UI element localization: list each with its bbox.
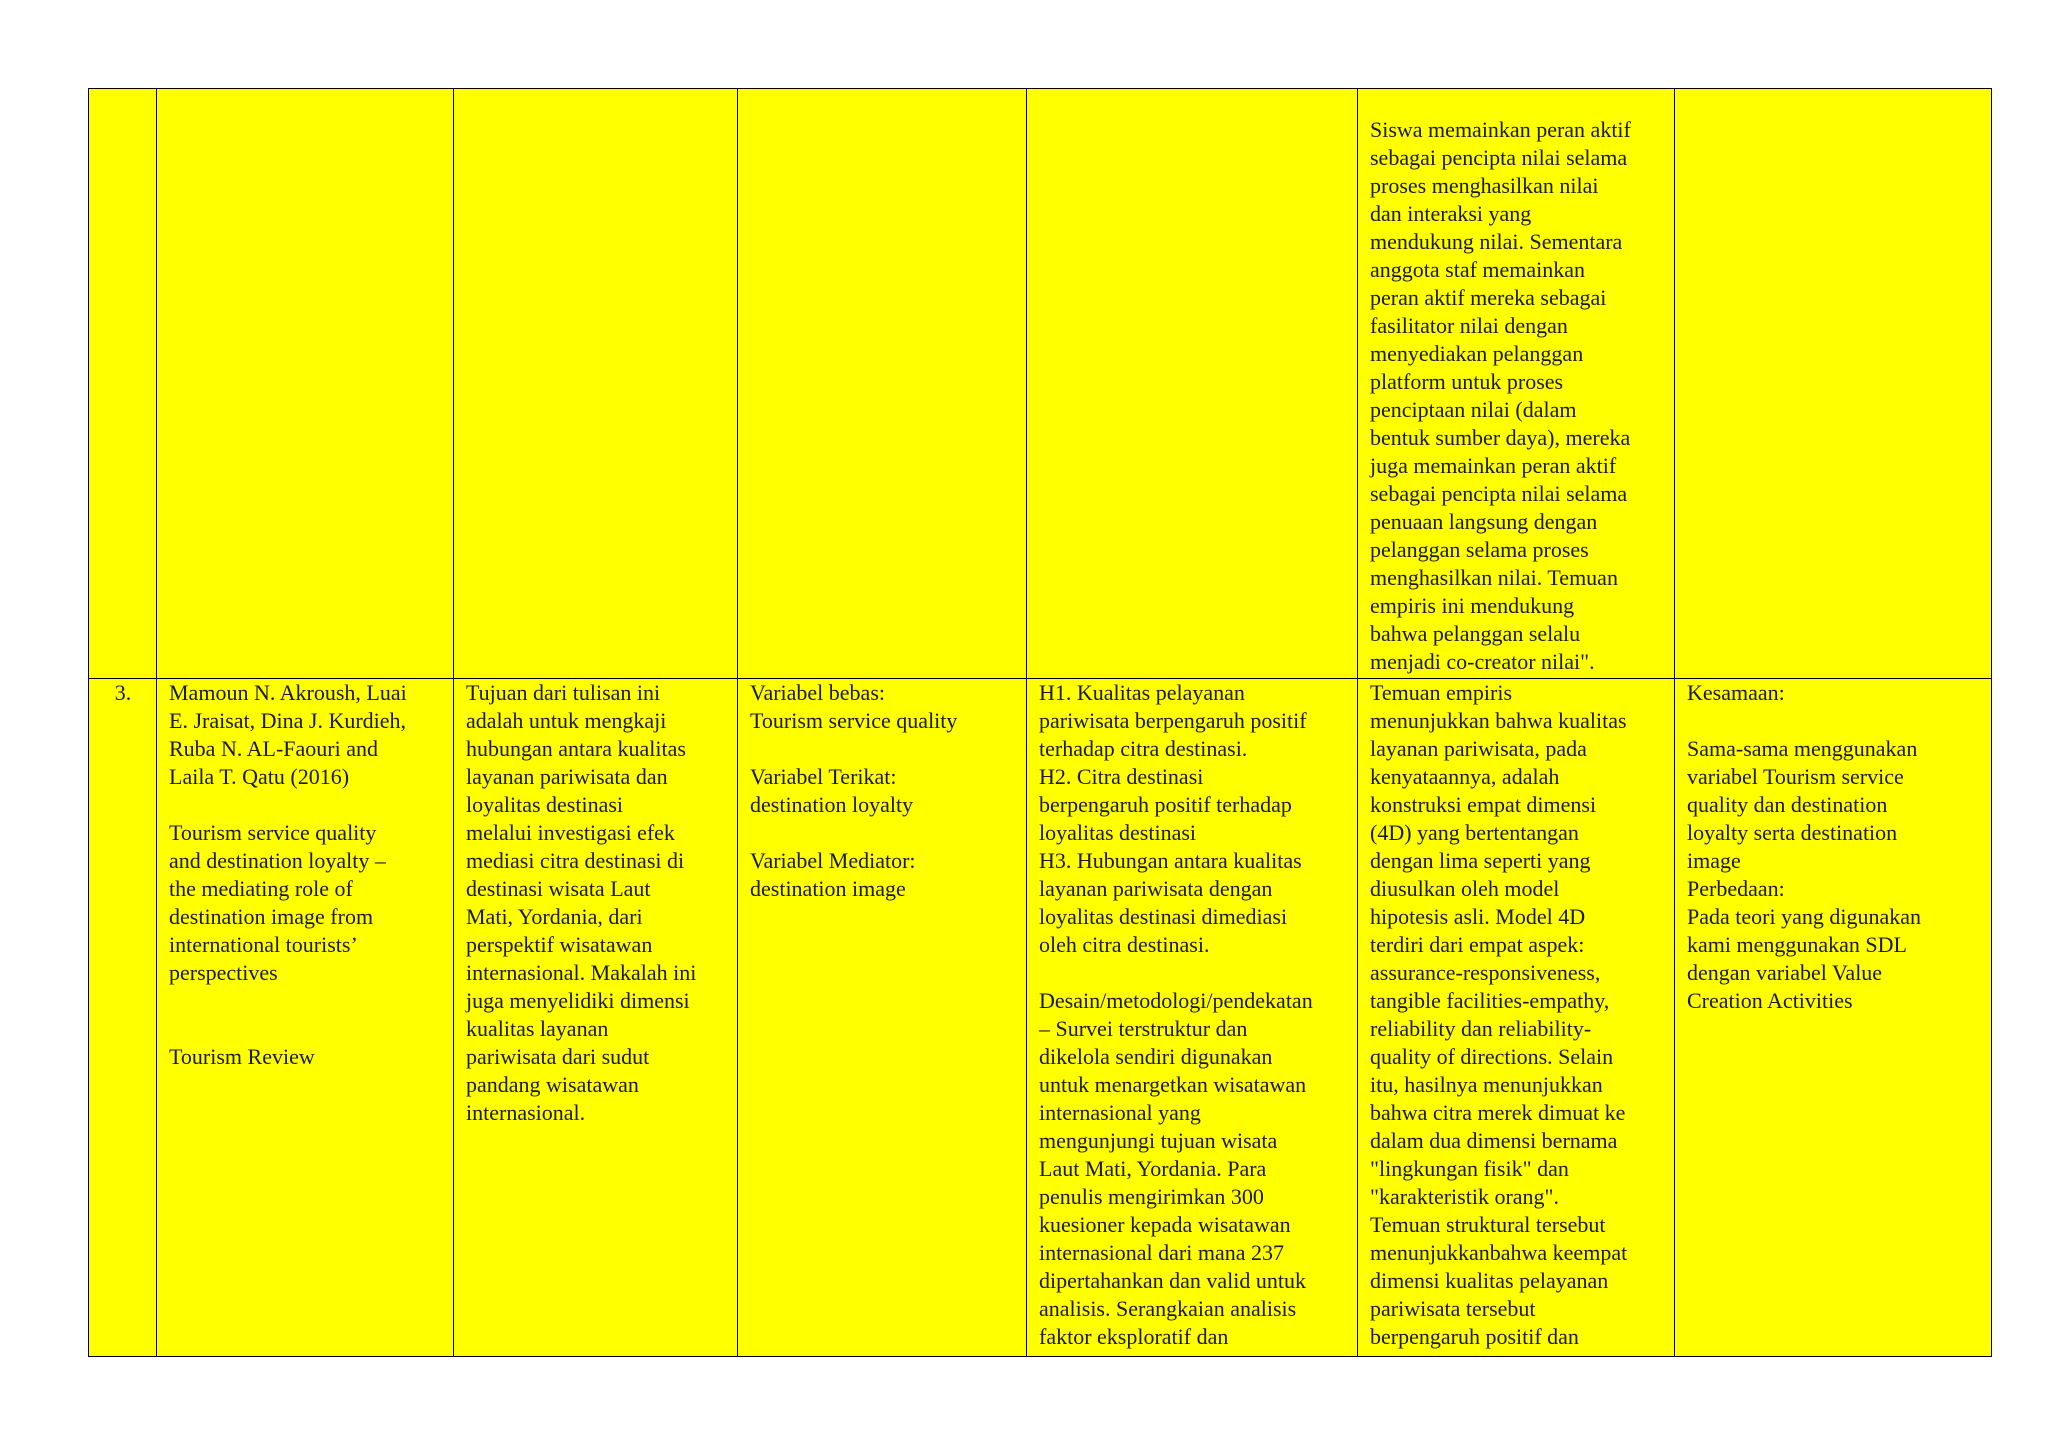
cell-objective [454, 89, 738, 679]
cell-objective: Tujuan dari tulisan ini adalah untuk mengkaji hubungan antara kualitas layanan pariwisata dan loyalitas destinasi melalui investigasi efek mediasi citra destinasi di destinasi wisata Laut Mati, Yordania, dari perspektif wisatawan internasional. Makalah ini juga menyelidiki dimensi kualitas layanan pariwisata dari sudut pandang wisatawan internasional. [454, 679, 738, 1357]
cell-hypothesis: H1. Kualitas pelayanan pariwisata berpengaruh positif terhadap citra destinasi. H2. Citra destinasi berpengaruh positif terhadap loyalitas destinasi H3. Hubungan antara kualitas layanan pariwisata dengan loyalitas destinasi dimediasi oleh citra destinasi. Desain/metodologi/pendekatan – Survei terstruktur dan dikelola sendiri digunakan untuk menargetkan wisatawan internasional yang mengunjungi tujuan wisata Laut Mati, Yordania. Para penulis mengirimkan 300 kuesioner kepada wisatawan internasional dari mana 237 dipertahankan dan valid untuk analisis. Serangkaian analisis faktor eksploratif dan [1027, 679, 1358, 1357]
table-row [89, 679, 1992, 1357]
cell-findings: Temuan empiris menunjukkan bahwa kualitas layanan pariwisata, pada kenyataannya, adalah konstruksi empat dimensi (4D) yang bertentangan dengan lima seperti yang diusulkan oleh model hipotesis asli. Model 4D terdiri dari empat aspek: assurance-responsiveness, tangible facilities-empathy, reliability dan reliability- quality of directions. Selain itu, hasilnya menunjukkan bahwa citra merek dimuat ke dalam dua dimensi bernama "lingkungan fisik" dan "karakteristik orang". Temuan struktural tersebut menunjukkanbahwa keempat dimensi kualitas pelayanan pariwisata tersebut berpengaruh positif dan [1358, 679, 1675, 1357]
cell-number [89, 89, 157, 679]
table-row [89, 89, 1992, 679]
cell-comparison [1675, 89, 1992, 679]
cell-comparison: Kesamaan: Sama-sama menggunakan variabel Tourism service quality dan destination loyalty serta destination image Perbedaan: Pada teori yang digunakan kami menggunakan SDL dengan variabel Value Creation Activities [1675, 679, 1992, 1357]
literature-review-table [88, 88, 1992, 1357]
cell-reference: Mamoun N. Akroush, Luai E. Jraisat, Dina J. Kurdieh, Ruba N. AL-Faouri and Laila T. Qatu (2016) Tourism service quality and destination loyalty – the mediating role of destination image from international tourists’ perspectives Tourism Review [157, 679, 454, 1357]
cell-variables [738, 89, 1027, 679]
cell-variables: Variabel bebas: Tourism service quality Variabel Terikat: destination loyalty Variabel Mediator: destination image [738, 679, 1027, 1357]
cell-number: 3. [89, 679, 157, 1357]
cell-reference [157, 89, 454, 679]
cell-findings: Siswa memainkan peran aktif sebagai pencipta nilai selama proses menghasilkan nilai dan interaksi yang mendukung nilai. Sementara anggota staf memainkan peran aktif mereka sebagai fasilitator nilai dengan menyediakan pelanggan platform untuk proses penciptaan nilai (dalam bentuk sumber daya), mereka juga memainkan peran aktif sebagai pencipta nilai selama penuaan langsung dengan pelanggan selama proses menghasilkan nilai. Temuan empiris ini mendukung bahwa pelanggan selalu menjadi co-creator nilai". [1358, 89, 1675, 679]
cell-hypothesis [1027, 89, 1358, 679]
